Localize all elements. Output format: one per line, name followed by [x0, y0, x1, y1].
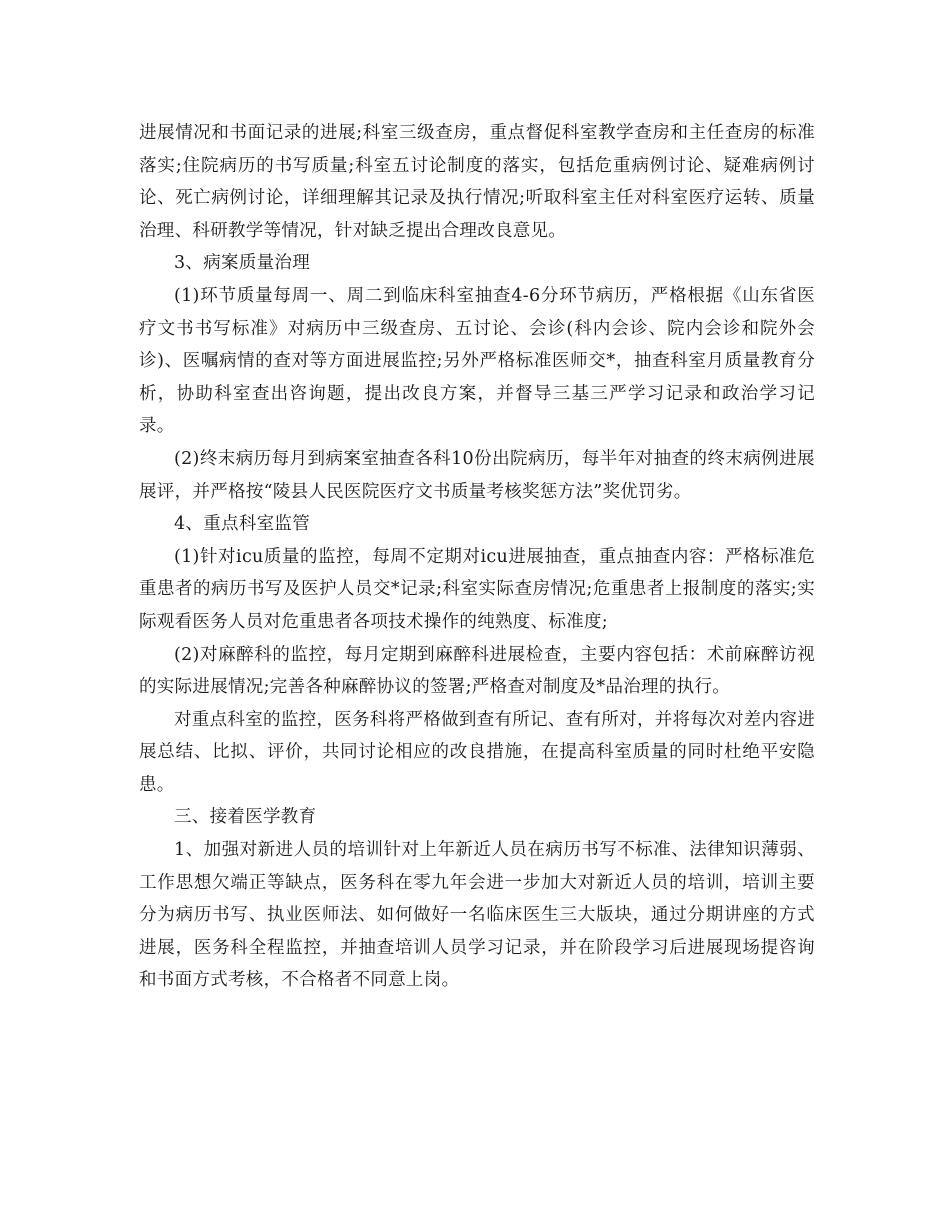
paragraph-key-department-summary: 对重点科室的监控，医务科将严格做到查有所记、查有所对，并将每次对差内容进展总结、比拟、评价，共同讨论相应的改良措施，在提高科室质量的同时杜绝平安隐患。: [139, 709, 815, 795]
document-body: [139, 117, 815, 997]
paragraph-process-quality: (1)环节质量每周一、周二到临床科室抽查4-6分环节病历，严格根据《山东省医疗文书书写标准》对病历中三级查房、五讨论、会诊(科内会诊、院内会诊和院外会诊)、医嘱病情的查对等方面进展监控;另外严格标准医师交*，抽查科室月质量教育分析，协助科室查出咨询题，提出改良方案，并督导三基三严学习记录和政治学习记录。: [139, 285, 815, 437]
section-heading-key-departments: 4、重点科室监管: [174, 514, 311, 535]
paragraph-final-records: (2)终末病历每月到病案室抽查各科10份出院病历，每半年对抽查的终末病例进展展评，并严格按“陵县人民医院医疗文书质量考核奖惩方法”奖优罚劣。: [139, 448, 815, 502]
section-heading-medical-education: 三、接着医学教育: [174, 807, 317, 828]
paragraph-new-staff-training: 1、加强对新进人员的培训针对上年新近人员在病历书写不标准、法律知识薄弱、工作思想欠端正等缺点，医务科在零九年会进一步加大对新近人员的培训，培训主要分为病历书写、执业医师法、如何做好一名临床医生三大版块，通过分期讲座的方式进展，医务科全程监控，并抽查培训人员学习记录，并在阶段学习后进展现场提咨询和书面方式考核，不合格者不同意上岗。: [139, 840, 815, 991]
paragraph-icu-monitoring: (1)针对icu质量的监控，每周不定期对icu进展抽查，重点抽查内容：严格标准危重患者的病历书写及医护人员交*记录;科室实际查房情况;危重患者上报制度的落实;实际观看医务人员对危重患者各项技术操作的纯熟度、标准度;: [139, 546, 815, 632]
paragraph-continuation: 进展情况和书面记录的进展;科室三级查房，重点督促科室教学查房和主任查房的标准落实;住院病历的书写质量;科室五讨论制度的落实，包括危重病例讨论、疑难病例讨论、死亡病例讨论，详细理解其记录及执行情况;听取科室主任对科室医疗运转、质量治理、科研教学等情况，针对缺乏提出合理改良意见。: [139, 123, 815, 241]
paragraph-anesthesia-monitoring: (2)对麻醉科的监控，每月定期到麻醉科进展检查，主要内容包括：术前麻醉访视的实际进展情况;完善各种麻醉协议的签署;严格查对制度及*品治理的执行。: [139, 644, 815, 698]
section-heading-medical-records: 3、病案质量治理: [174, 253, 311, 274]
